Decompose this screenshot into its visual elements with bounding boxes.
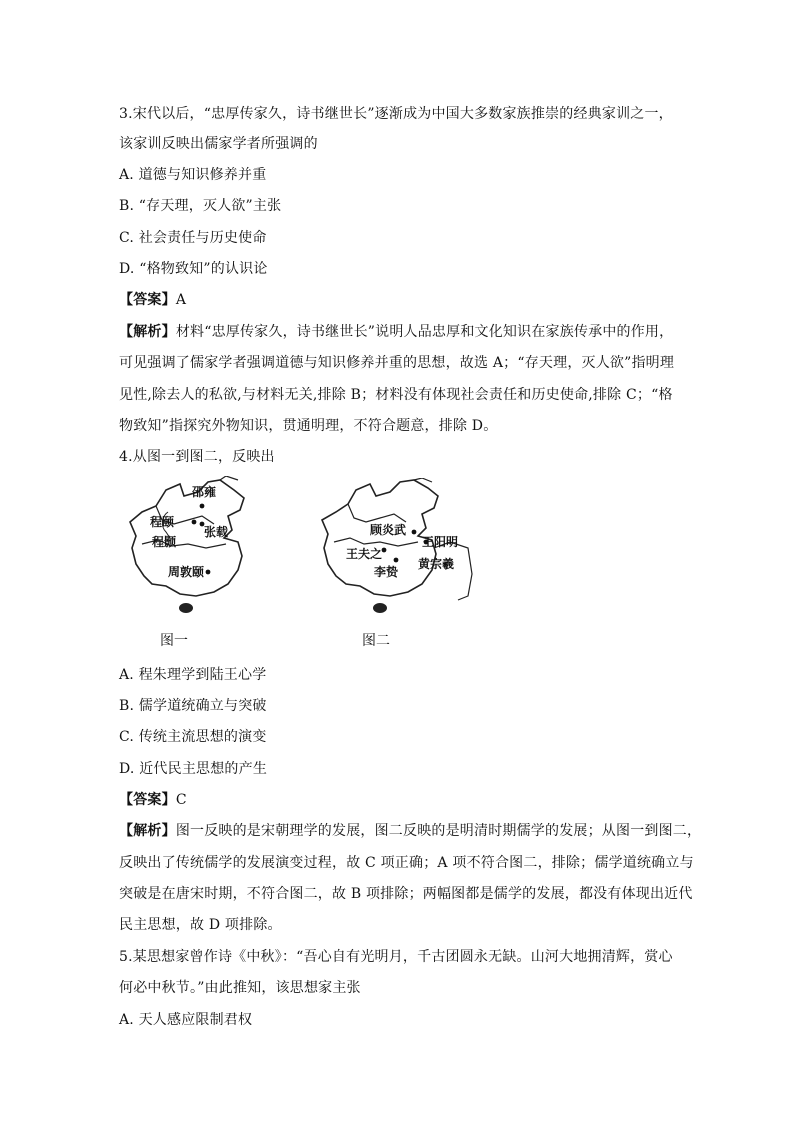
q3-option-c: C. 社会责任与历史使命 (119, 230, 267, 246)
map2-label-wangfuzhi: 王夫之 (346, 547, 383, 561)
q3-option-b: B. “存天理，灭人欲”主张 (119, 198, 282, 214)
map1-label-zhoudunyi: 周敦颐 (168, 565, 205, 579)
q4-answer (119, 790, 187, 810)
q5-option-a: A. 天人感应限制君权 (119, 1012, 253, 1028)
q3-stem-line1: 3.宋代以后，“忠厚传家久，诗书继世长”逐渐成为中国大多数家族推崇的经典家训之一， (119, 106, 673, 122)
q4-option-d: D. 近代民主思想的产生 (119, 761, 268, 777)
q4-analysis-line1 (119, 821, 701, 841)
q4-stem: 4.从图一到图二，反映出 (119, 449, 275, 465)
map1-caption: 图一 (160, 633, 188, 649)
map1-label-chengyi: 程颐 (150, 515, 175, 529)
q3-option-d: D. “格物致知”的认识论 (119, 261, 268, 277)
q4-option-b: B. 儒学道统确立与突破 (119, 698, 267, 714)
q3-analysis-text1: 材料“忠厚传家久，诗书继世长”说明人品忠厚和文化知识在家族传承中的作用， (175, 324, 674, 340)
map1-label-chenghao: 程颢 (152, 535, 177, 549)
q3-answer (119, 290, 186, 310)
map-figure-2 (318, 478, 474, 618)
q3-analysis-line2: 可见强调了儒家学者强调道德与知识修养并重的思想，故选 A；“存天理，灭人欲”指明理 (119, 355, 675, 371)
map2-label-guyanwu: 顾炎武 (370, 523, 407, 537)
q4-option-a: A. 程朱理学到陆王心学 (119, 667, 267, 683)
q3-analysis-line1 (119, 322, 673, 342)
china-map-outline-1 (122, 476, 262, 616)
q3-option-a: A. 道德与知识修养并重 (119, 167, 267, 183)
map1-label-zhangzai: 张载 (204, 525, 229, 539)
china-map-outline-2 (318, 478, 474, 618)
q4-analysis-text1: 图一反映的是宋朝理学的发展，图二反映的是明清时期儒学的发展；从图一到图二， (175, 823, 702, 839)
q3-analysis-tag: 【解析】 (119, 324, 176, 340)
q4-answer-tag: 【答案】 (119, 792, 176, 808)
q3-answer-value: A (175, 292, 187, 308)
q4-analysis-line3: 突破是在唐宋时期，不符合图二，故 B 项排除；两幅图都是儒学的发展，都没有体现出近代 (119, 886, 693, 902)
q4-option-c: C. 传统主流思想的演变 (119, 729, 267, 745)
q3-stem-line2: 该家训反映出儒家学者所强调的 (119, 136, 318, 152)
q4-analysis-line4: 民主思想，故 D 项排除。 (119, 917, 282, 933)
q5-stem-line1: 5.某思想家曾作诗《中秋》：“吾心自有光明月，千古团圆永无缺。山河大地拥清辉，赏心 (119, 949, 673, 965)
map-figure-1 (122, 476, 262, 616)
q4-analysis-tag: 【解析】 (119, 823, 176, 839)
map1-label-shaoyong: 邵雍 (192, 485, 217, 499)
q4-analysis-line2: 反映出了传统儒学的发展演变过程，故 C 项正确；A 项不符合图二，排除；儒学道统确立与 (119, 855, 694, 871)
q3-answer-tag: 【答案】 (119, 292, 176, 308)
q5-stem-line2: 何必中秋节。”由此推知，该思想家主张 (119, 980, 361, 996)
map2-label-lizhi: 李贽 (374, 565, 399, 579)
q3-analysis-line3: 见性,除去人的私欲,与材料无关,排除 B；材料没有体现社会责任和历史使命,排除 C；“格 (119, 387, 673, 403)
map2-label-wangyangming: 王阳明 (422, 535, 459, 549)
map2-caption: 图二 (362, 633, 390, 649)
q4-answer-value: C (175, 792, 187, 808)
q3-analysis-line4: 物致知”指探究外物知识，贯通明理，不符合题意，排除 D。 (119, 418, 498, 434)
map2-label-huangzongxi: 黄宗羲 (418, 557, 455, 571)
